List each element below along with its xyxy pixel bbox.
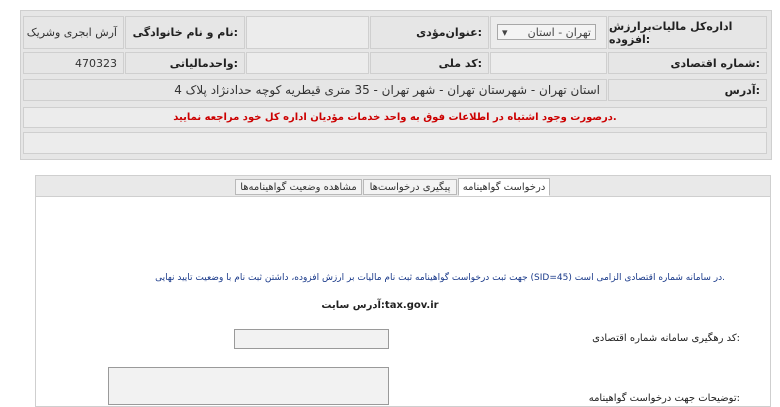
intro-text: جهت ثبت درخواست گواهینامه ثبت نام مالیات بر ارزش افزوده، داشتن ثبت نام با وضعیت تایید نهایی (SID=45) در سامانه شماره اقتصادی الزامی است. — [155, 273, 725, 283]
economic-code-label: شماره اقتصادی: — [608, 52, 767, 74]
description-textarea[interactable] — [108, 367, 389, 405]
address-label: آدرس: — [608, 79, 767, 101]
full-name-value: آرش ابجری وشریک — [23, 16, 124, 49]
tab-view-certificates[interactable]: مشاهده وضعیت گواهینامه‌ها — [235, 179, 362, 195]
tax-unit-value: 470323 — [23, 52, 124, 74]
taxpayer-title-label: عنوان‌مؤدی: — [370, 16, 489, 49]
tax-office-label: اداره‌کل مالیات‌برارزش افزوده: — [608, 16, 767, 49]
economic-code-value — [490, 52, 607, 74]
message-bar — [23, 132, 767, 154]
address-value: استان تهران - شهرستان تهران - شهر تهران - 35 متری قیطریه کوچه حدادنژاد پلاک 4 — [23, 79, 607, 101]
tax-unit-label: واحدمالیاتی: — [125, 52, 245, 74]
taxpayer-title-value — [246, 16, 369, 49]
tracking-code-label: کد رهگیری سامانه شماره اقتصادی: — [592, 333, 740, 344]
tracking-code-input[interactable] — [234, 329, 389, 349]
national-code-label: کد ملی: — [370, 52, 489, 74]
description-label: توضیحات جهت درخواست گواهینامه: — [588, 393, 740, 404]
chevron-down-icon: ▾ — [502, 25, 508, 39]
warning-message: درصورت وجود اشتباه در اطلاعات فوق به واحد خدمات مؤدیان اداره کل خود مراجعه نمایید. — [23, 107, 767, 128]
tab-request-certificate[interactable]: درخواست گواهینامه — [458, 178, 550, 196]
tab-track-requests[interactable]: پیگیری درخواست‌ها — [363, 179, 457, 195]
tax-office-selected: تهران - استان — [527, 25, 591, 39]
tax-office-select[interactable] — [497, 24, 596, 40]
site-address: آدرس سایت:tax.gov.ir — [321, 300, 439, 311]
full-name-label: نام و نام خانوادگی: — [125, 16, 245, 49]
national-code-value — [246, 52, 369, 74]
